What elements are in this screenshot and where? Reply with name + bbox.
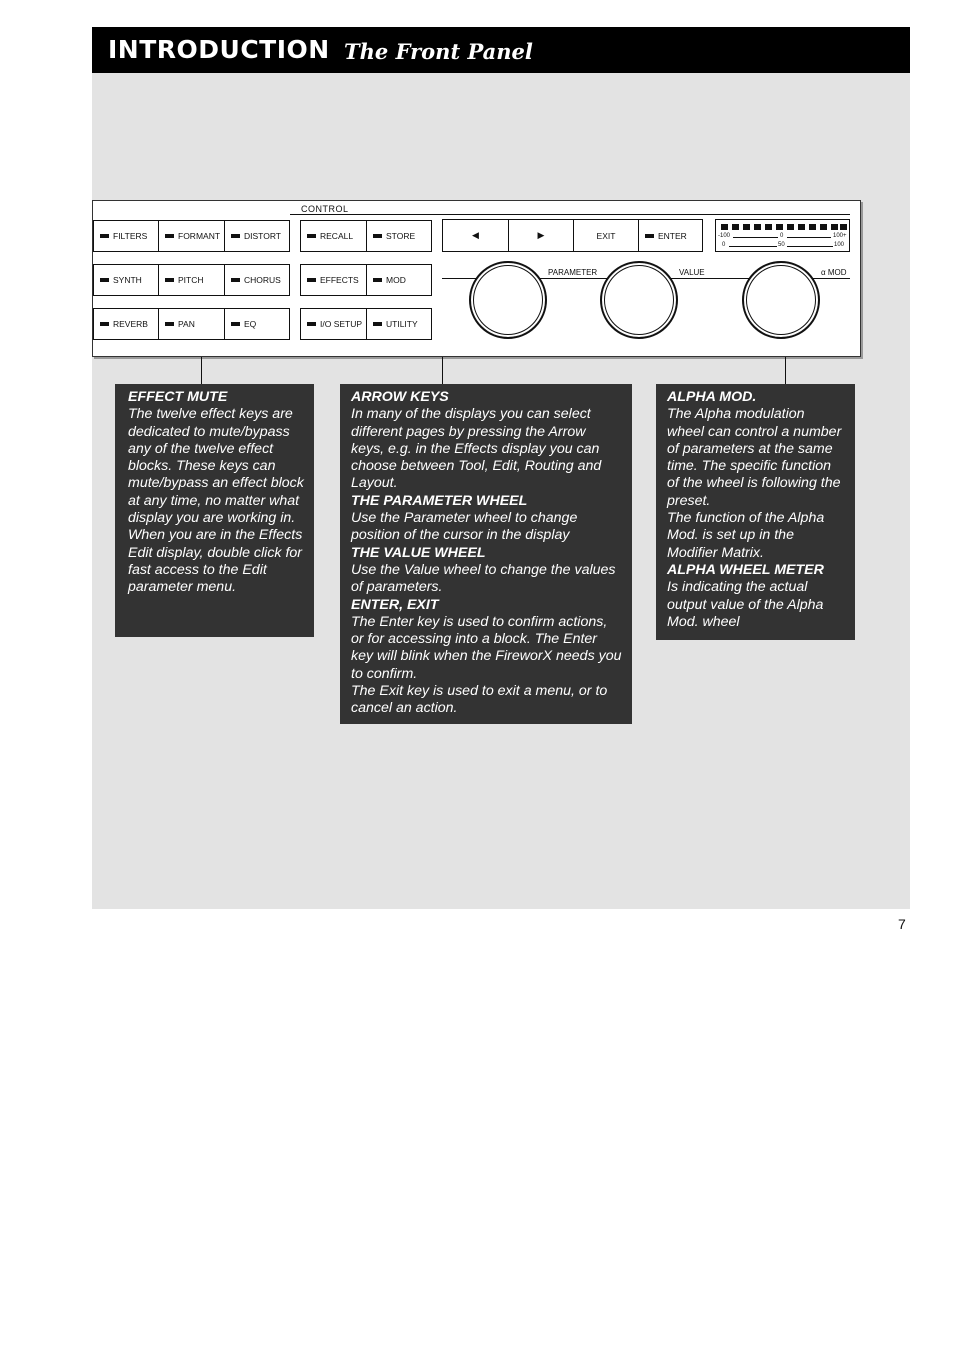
page-number: 7 bbox=[898, 916, 906, 932]
led-indicator bbox=[100, 278, 109, 282]
led-indicator bbox=[307, 278, 316, 282]
led-indicator bbox=[165, 234, 174, 238]
effect-key-pitch[interactable]: PITCH bbox=[158, 264, 225, 296]
effects-button[interactable]: EFFECTS bbox=[300, 264, 367, 296]
effect-key-synth[interactable]: SYNTH bbox=[93, 264, 159, 296]
io-setup-button[interactable]: I/O SETUP bbox=[300, 308, 367, 340]
arrow-right-icon: ▶ bbox=[537, 230, 545, 240]
meter-segment bbox=[840, 224, 847, 230]
control-divider bbox=[290, 214, 850, 215]
alpha-wheel-meter bbox=[715, 219, 850, 252]
section-subtitle: The Front Panel bbox=[344, 39, 533, 64]
pointer-line bbox=[785, 357, 786, 384]
meter-segment bbox=[754, 224, 761, 230]
pointer-line bbox=[442, 357, 443, 384]
callout-heading: ALPHA MOD. bbox=[667, 389, 757, 405]
arrow-right-button[interactable] bbox=[508, 219, 574, 252]
callout-text: The Enter key is used to confirm actions, or for accessing into a block. The Enter key will blink when the FireworX needs you to confirm. bbox=[351, 613, 622, 682]
led-indicator bbox=[231, 234, 240, 238]
led-indicator bbox=[100, 322, 109, 326]
alpha-mod-callout bbox=[656, 384, 855, 640]
led-indicator bbox=[373, 322, 382, 326]
effect-key-pan[interactable]: PAN bbox=[158, 308, 225, 340]
meter-segment bbox=[809, 224, 816, 230]
meter-scale-label: 50 bbox=[778, 242, 785, 248]
effect-key-filters[interactable]: FILTERS bbox=[93, 220, 159, 252]
meter-segment bbox=[798, 224, 805, 230]
callout-heading: THE VALUE WHEEL bbox=[351, 544, 486, 561]
effect-key-distort[interactable]: DISTORT bbox=[224, 220, 290, 252]
meter-segment bbox=[743, 224, 750, 230]
callout-text: The Exit key is used to exit a menu, or to cancel an action. bbox=[351, 683, 608, 717]
callout-heading: ALPHA WHEEL METER bbox=[667, 561, 824, 578]
callout-text: Use the Parameter wheel to change position of the cursor in the display bbox=[351, 510, 578, 544]
effect-key-reverb[interactable]: REVERB bbox=[93, 308, 159, 340]
exit-button[interactable]: EXIT bbox=[573, 219, 639, 252]
callout-text: Is indicating the actual output value of the Alpha Mod. wheel bbox=[667, 579, 824, 630]
led-indicator bbox=[231, 278, 240, 282]
pointer-line bbox=[201, 357, 202, 384]
led-indicator bbox=[645, 234, 654, 238]
led-indicator bbox=[231, 322, 240, 326]
effect-key-chorus[interactable]: CHORUS bbox=[224, 264, 290, 296]
meter-scale-line bbox=[787, 246, 833, 247]
callout-text: The Alpha modulation wheel can control a number of parameters at the same time. The specific function of the wheel is following the preset. bbox=[667, 406, 842, 509]
callout-text: When you are in the Effects Edit display, double click for fast access to the Edit parameter menu. bbox=[128, 527, 303, 596]
led-indicator bbox=[373, 278, 382, 282]
led-indicator bbox=[373, 234, 382, 238]
meter-scale-line bbox=[729, 246, 777, 247]
meter-segment bbox=[776, 224, 783, 230]
callout-heading: EFFECT MUTE bbox=[128, 389, 228, 405]
callout-text: In many of the displays you can select different pages by pressing the Arrow keys, e.g. in the Effects display you can choose between Tool, Edit, Routing and Layout. bbox=[351, 406, 602, 492]
effect-key-eq[interactable]: EQ bbox=[224, 308, 290, 340]
arrow-left-icon: ◀ bbox=[472, 230, 479, 240]
callout-text: The function of the Alpha Mod. is set up in the Modifier Matrix. bbox=[667, 510, 825, 561]
led-indicator bbox=[307, 322, 316, 326]
meter-segment bbox=[732, 224, 739, 230]
meter-scale-label: 100+ bbox=[833, 233, 847, 239]
enter-button[interactable]: ENTER bbox=[638, 219, 703, 252]
arrow-keys-callout bbox=[340, 384, 632, 724]
control-label: CONTROL bbox=[301, 204, 349, 214]
callout-heading: THE PARAMETER WHEEL bbox=[351, 492, 528, 509]
arrow-left-button[interactable] bbox=[442, 219, 509, 252]
value-wheel-label: VALUE bbox=[679, 268, 705, 277]
recall-button[interactable]: RECALL bbox=[300, 220, 367, 252]
page-header bbox=[92, 27, 910, 73]
meter-segment bbox=[787, 224, 794, 230]
led-indicator bbox=[307, 234, 316, 238]
meter-segment bbox=[765, 224, 772, 230]
led-indicator bbox=[165, 322, 174, 326]
effect-key-formant[interactable]: FORMANT bbox=[158, 220, 225, 252]
store-button[interactable]: STORE bbox=[366, 220, 432, 252]
meter-segment bbox=[721, 224, 728, 230]
meter-segment bbox=[820, 224, 827, 230]
led-indicator bbox=[165, 278, 174, 282]
meter-segment bbox=[831, 224, 838, 230]
value-wheel[interactable] bbox=[600, 261, 678, 339]
led-indicator bbox=[100, 234, 109, 238]
meter-scale-label: -100 bbox=[718, 233, 731, 239]
alpha-mod-wheel[interactable] bbox=[742, 261, 820, 339]
effect-mute-callout bbox=[115, 384, 314, 637]
section-title: INTRODUCTION bbox=[108, 35, 330, 64]
meter-scale-line bbox=[733, 237, 778, 238]
callout-text: Use the Value wheel to change the values of parameters. bbox=[351, 561, 616, 596]
callout-text: The twelve effect keys are dedicated to mute/bypass any of the twelve effect blocks. These keys can mute/bypass an effect block at any time, no matter what display you are working in. bbox=[128, 406, 304, 527]
meter-scale-line bbox=[787, 237, 831, 238]
callout-heading: ARROW KEYS bbox=[351, 389, 449, 405]
callout-heading: ENTER, EXIT bbox=[351, 596, 439, 613]
utility-button[interactable]: UTILITY bbox=[366, 308, 432, 340]
mod-button[interactable]: MOD bbox=[366, 264, 432, 296]
parameter-wheel[interactable] bbox=[469, 261, 547, 339]
alpha-mod-wheel-label: α MOD bbox=[821, 268, 847, 277]
meter-scale-label: 100 bbox=[834, 242, 845, 248]
meter-scale-label: 0 bbox=[780, 233, 784, 239]
meter-scale-label: 0 bbox=[722, 242, 726, 248]
parameter-wheel-label: PARAMETER bbox=[548, 268, 598, 277]
